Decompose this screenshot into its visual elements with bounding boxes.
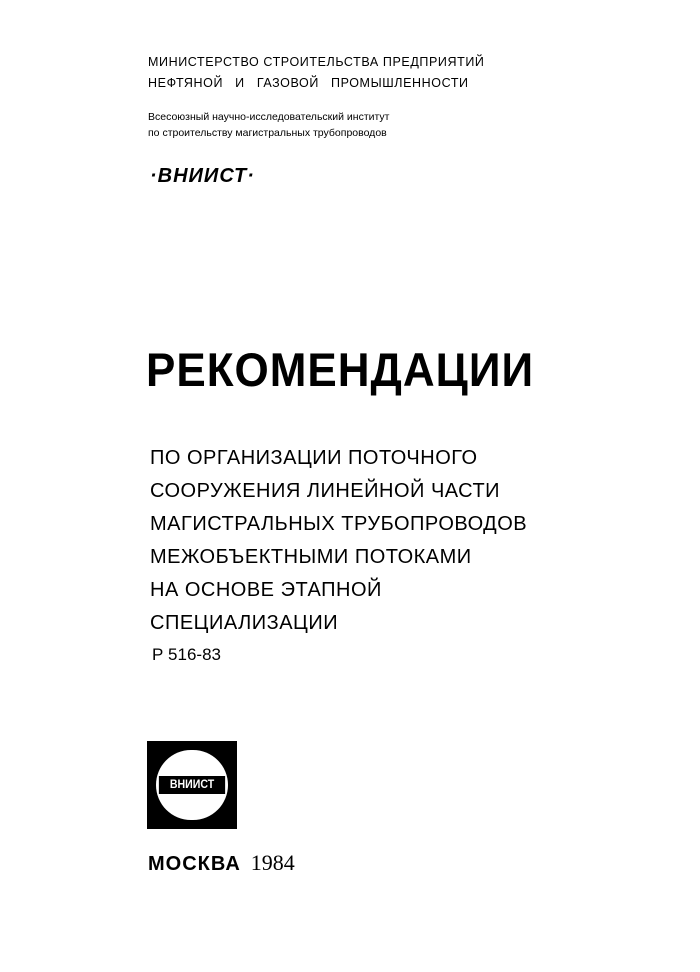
institute-abbreviation: ·ВНИИСТ· xyxy=(150,165,255,187)
publication-city: МОСКВА xyxy=(148,853,241,875)
subtitle-line-1: ПО ОРГАНИЗАЦИИ ПОТОЧНОГО xyxy=(150,447,478,469)
subtitle-line-4: МЕЖОБЪЕКТНЫМИ ПОТОКАМИ xyxy=(150,546,472,568)
institute-header xyxy=(148,109,389,141)
institute-line-1: Всесоюзный научно-исследовательский институт xyxy=(148,111,390,123)
subtitle-line-6: СПЕЦИАЛИЗАЦИИ xyxy=(150,612,339,634)
document-number: Р 516-83 xyxy=(152,645,221,664)
ministry-line-2: НЕФТЯНОЙ И ГАЗОВОЙ ПРОМЫШЛЕННОСТИ xyxy=(148,76,469,90)
ministry-line-1: МИНИСТЕРСТВО СТРОИТЕЛЬСТВА ПРЕДПРИЯТИЙ xyxy=(148,55,485,69)
institute-line-2: по строительству магистральных трубопроводов xyxy=(148,127,387,139)
subtitle-line-3: МАГИСТРАЛЬНЫХ ТРУБОПРОВОДОВ xyxy=(150,513,528,535)
ministry-header xyxy=(148,52,485,94)
logo-circle xyxy=(156,750,228,820)
logo-text: ВНИИСТ xyxy=(159,776,225,794)
publication-imprint xyxy=(148,850,295,876)
document-subtitle xyxy=(150,442,527,640)
vniist-logo xyxy=(147,741,237,829)
subtitle-line-2: СООРУЖЕНИЯ ЛИНЕЙНОЙ ЧАСТИ xyxy=(150,480,501,502)
publication-year: 1984 xyxy=(250,850,295,875)
document-title: РЕКОМЕНДАЦИИ xyxy=(146,344,535,397)
subtitle-line-5: НА ОСНОВЕ ЭТАПНОЙ xyxy=(150,579,382,601)
